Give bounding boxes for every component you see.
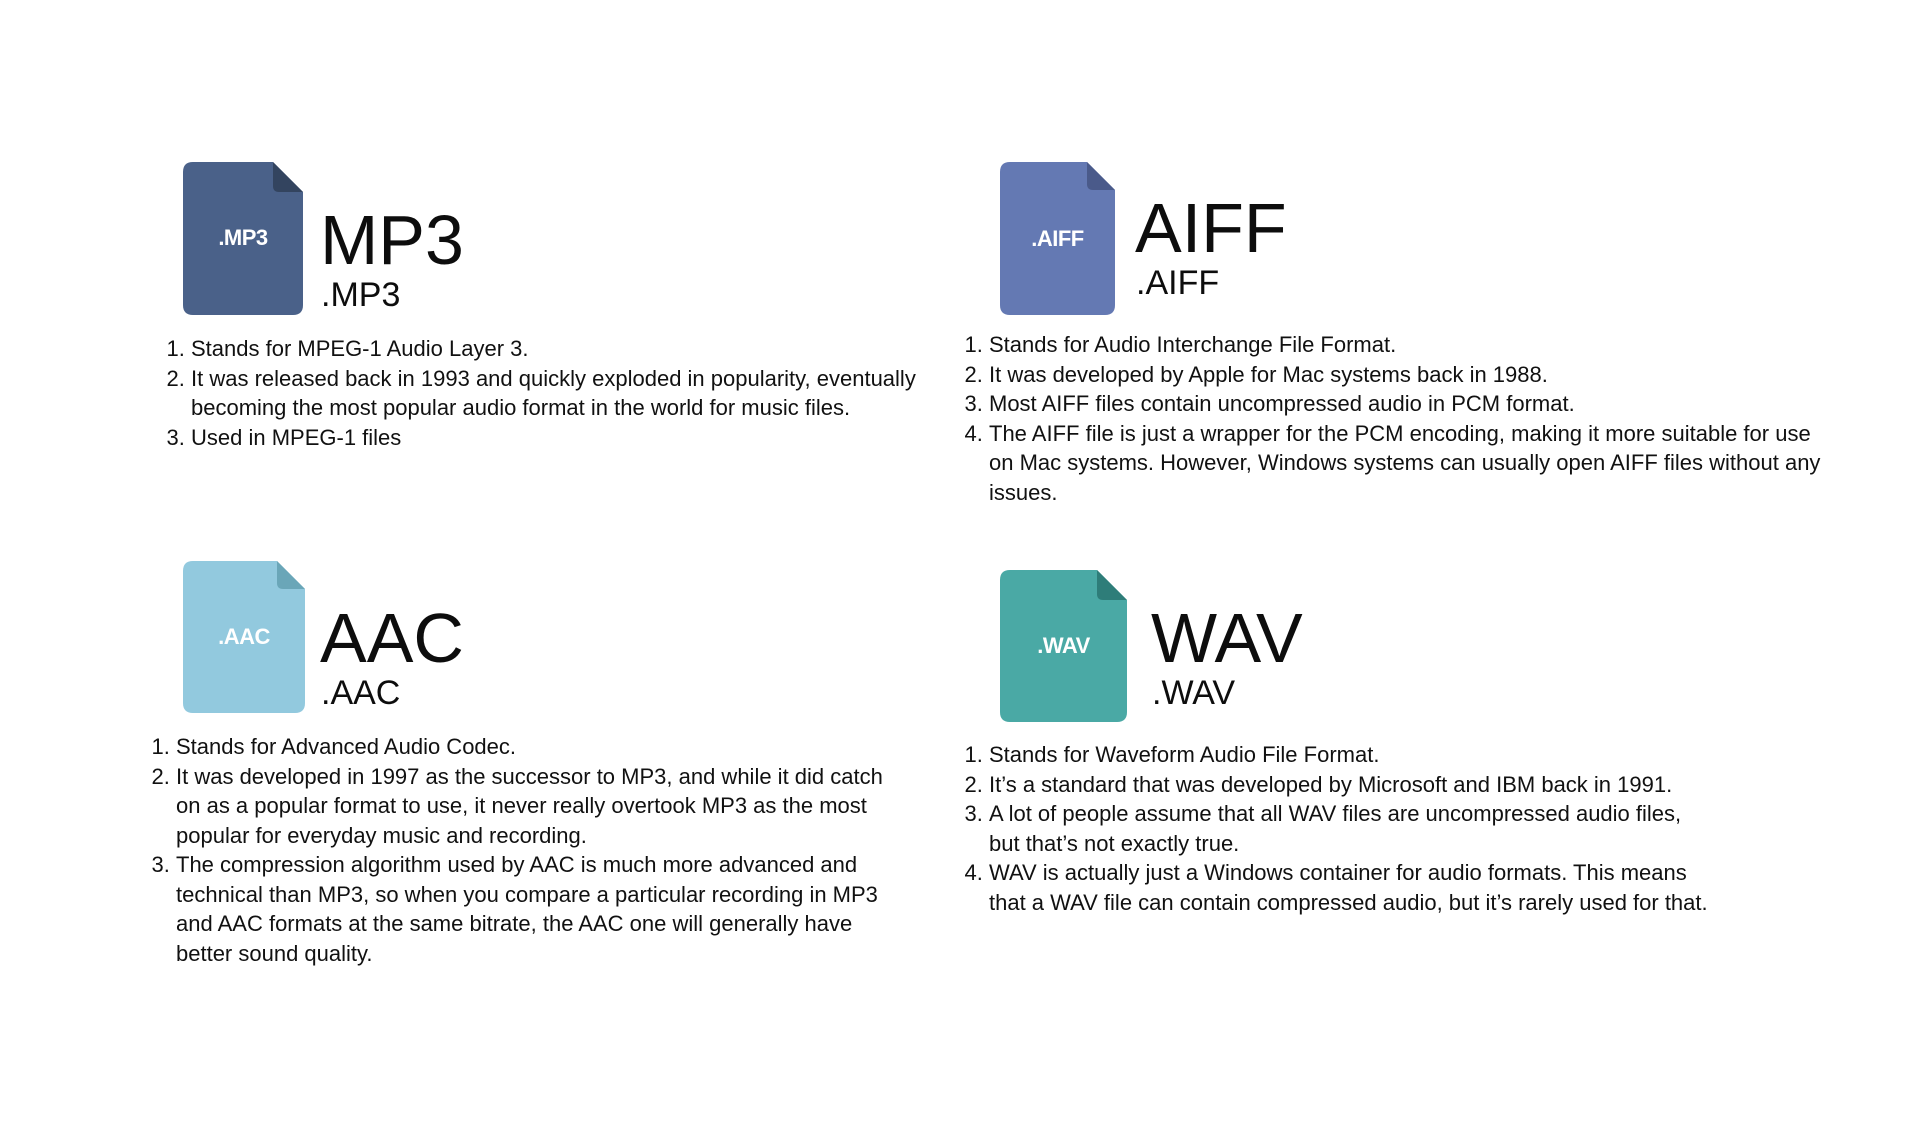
list-item: 3. Most AIFF files contain uncompressed audio in PCM format. — [989, 389, 1829, 419]
aiff-title: AIFF — [1135, 189, 1287, 267]
wav-title: WAV — [1151, 599, 1303, 677]
file-fold — [277, 561, 305, 589]
aiff-file-icon — [1000, 162, 1115, 315]
aac-file-icon — [183, 561, 305, 713]
wav-points — [953, 740, 1709, 917]
aac-icon-label: .AAC — [218, 624, 270, 649]
aiff-icon-label: .AIFF — [1031, 226, 1084, 251]
aac-points — [140, 732, 906, 968]
list-item: 3. Used in MPEG-1 files — [191, 423, 931, 453]
list-item: 2. It’s a standard that was developed by Microsoft and IBM back in 1991. — [989, 770, 1709, 800]
list-item: 1. Stands for Advanced Audio Codec. — [176, 732, 906, 762]
aiff-extension: .AIFF — [1136, 264, 1220, 302]
aiff-points — [953, 330, 1829, 507]
list-item: 2. It was released back in 1993 and quickly exploded in popularity, eventually becoming the most popular audio format in the world for music files. — [191, 364, 931, 423]
file-fold — [1087, 162, 1115, 190]
file-fold — [1097, 570, 1127, 600]
mp3-extension: .MP3 — [321, 276, 401, 314]
aac-title: AAC — [320, 599, 464, 677]
list-item: 3. A lot of people assume that all WAV files are uncompressed audio files, but that’s not exactly true. — [989, 799, 1709, 858]
wav-file-icon — [1000, 570, 1127, 722]
list-item: 4. WAV is actually just a Windows container for audio formats. This means that a WAV file can contain compressed audio, but it’s rarely used for that. — [989, 858, 1709, 917]
mp3-title: MP3 — [320, 201, 464, 279]
wav-extension: .WAV — [1152, 674, 1236, 712]
list-item: 1. Stands for Waveform Audio File Format. — [989, 740, 1709, 770]
file-fold — [273, 162, 303, 192]
aac-extension: .AAC — [321, 674, 401, 712]
mp3-file-icon — [183, 162, 303, 315]
list-item: 1. Stands for Audio Interchange File Format. — [989, 330, 1829, 360]
wav-icon-label: .WAV — [1037, 633, 1090, 658]
list-item: 2. It was developed in 1997 as the successor to MP3, and while it did catch on as a popular format to use, it never really overtook MP3 as the most popular for everyday music and recording. — [176, 762, 906, 851]
list-item: 4. The AIFF file is just a wrapper for the PCM encoding, making it more suitable for use on Mac systems. However, Windows systems can usually open AIFF files without any issues. — [989, 419, 1829, 508]
list-item: 2. It was developed by Apple for Mac systems back in 1988. — [989, 360, 1829, 390]
mp3-icon-label: .MP3 — [218, 225, 268, 250]
mp3-points — [155, 334, 931, 452]
list-item: 1. Stands for MPEG-1 Audio Layer 3. — [191, 334, 931, 364]
list-item: 3. The compression algorithm used by AAC is much more advanced and technical than MP3, so when you compare a particular recording in MP3 and AAC formats at the same bitrate, the AAC one will generally have better sound quality. — [176, 850, 906, 968]
